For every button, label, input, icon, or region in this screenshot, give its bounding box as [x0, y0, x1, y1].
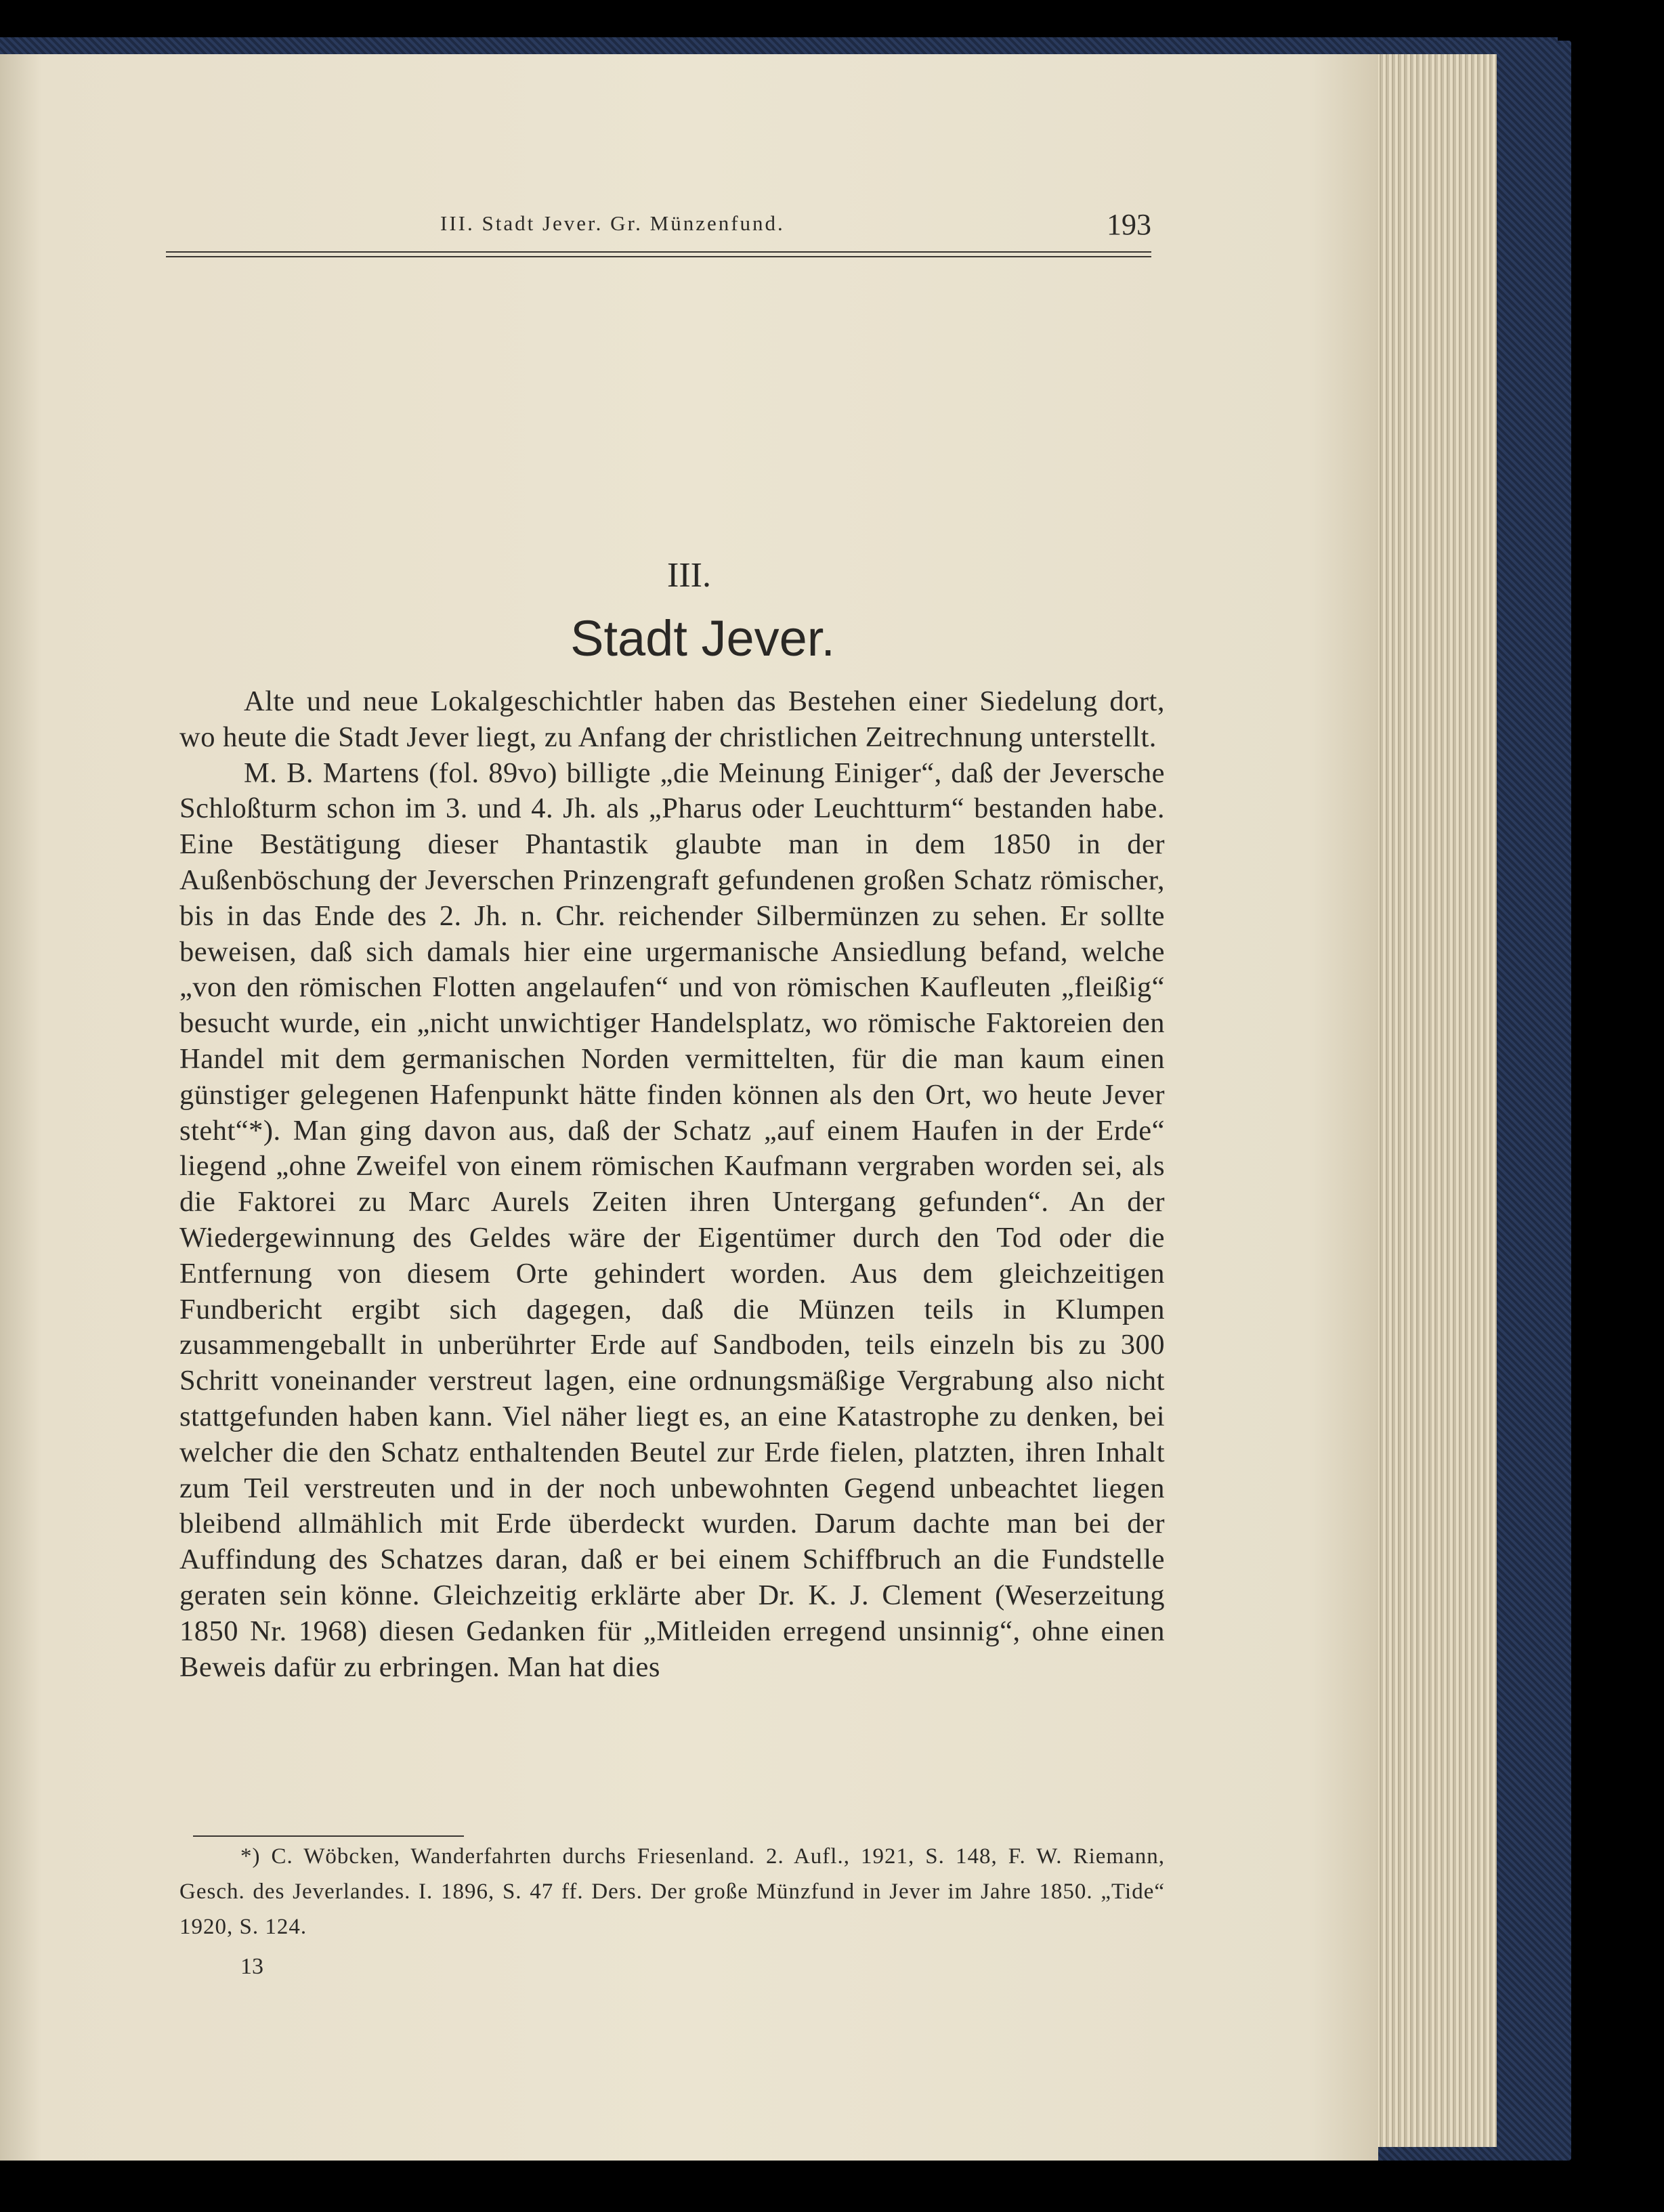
header-rule-double [166, 256, 1151, 257]
signature-mark: 13 [240, 1954, 263, 1979]
running-head-title: III. Stadt Jever. Gr. Münzenfund. [440, 211, 785, 235]
paragraph: M. B. Martens (fol. 89vo) billigte „die Meinung Einiger“, daß der Jeversche Schloßturm schon im 3. und 4. Jh. als „Pharus oder Leuchtturm“ bestanden habe. Eine Bestätigung dieser Phantastik glaubte man in dem 1850 in der Außenböschung der Jeverschen Prinzengraft gefundenen großen Schatz römischer, bis in das Ende des 2. Jh. n. Chr. reichender Silbermünzen zu sehen. Er sollte beweisen, daß sich damals hier eine urgermanische Ansiedlung befand, welche „von den römischen Flotten angelaufen“ und von römischen Kaufleuten „fleißig“ besucht wurde, ein „nicht unwichtiger Handelsplatz, wo römische Faktoreien den Handel mit dem germanischen Norden vermittelten, für die man kaum einen günstiger gelegenen Hafenpunkt hätte finden können als den Ort, wo heute Jever steht“*). Man ging davon aus, daß der Schatz „auf einem Haufen in der Erde“ liegend „ohne Zweifel von einem römischen Kaufmann vergraben worden sei, als die Faktorei zu Marc Aurels Zeiten ihren Untergang gefunden“. An der Wiedergewinnung des Geldes wäre der Eigentümer durch den Tod oder die Entfernung von diesem Orte gehindert worden. Aus dem gleichzeitigen Fundbericht ergibt sich dagegen, daß die Münzen teils in Klumpen zusammengeballt in unberührter Erde auf Sandboden, teils einzeln bis zu 300 Schritt voneinander verstreut lagen, eine ordnungsmäßige Vergrabung also nicht stattgefunden haben kann. Viel näher liegt es, an eine Katastrophe zu denken, bei welcher die den Schatz enthaltenden Beutel zur Erde fielen, platzten, ihren Inhalt zum Teil verstreuten und in der noch unbewohnten Gegend unbeachtet liegen bleibend allmählich mit Erde überdeckt wurden. Darum dachte man bei der Auffindung des Schatzes daran, daß er bei einem Schiffbruch an die Fundstelle geraten sein könne. Gleichzeitig erklärte aber Dr. K. J. Clement (Weserzeitung 1850 Nr. 1968) diesen Gedanken für „Mitleiden erregend unsinnig“, ohne einen Beweis dafür zu erbringen. Man hat dies [179, 757, 1165, 1683]
paragraph: Alte und neue Lokalgeschichtler haben das Bestehen einer Siedelung dort, wo heute die Stadt Jever liegt, zu Anfang der christlichen Zeitrechnung unterstellt. [179, 685, 1165, 753]
page-edges [1375, 54, 1497, 2147]
chapter-title: Stadt Jever. [570, 610, 835, 666]
page-number: 193 [1107, 208, 1151, 241]
body-text [179, 684, 1165, 1685]
footnotes [179, 1839, 1165, 1944]
footnote: *) C. Wöbcken, Wanderfahrten durchs Friesenland. 2. Aufl., 1921, S. 148, F. W. Riemann, Gesch. des Jeverlandes. I. 1896, S. 47 ff. Ders. Der große Münzfund in Jever im Jahre 1850. „Tide“ 1920, S. 124. [179, 1844, 1165, 1939]
header-rule [166, 251, 1151, 253]
running-head [166, 203, 1151, 257]
footnote-rule [193, 1835, 464, 1837]
chapter-number: III. [667, 556, 711, 595]
